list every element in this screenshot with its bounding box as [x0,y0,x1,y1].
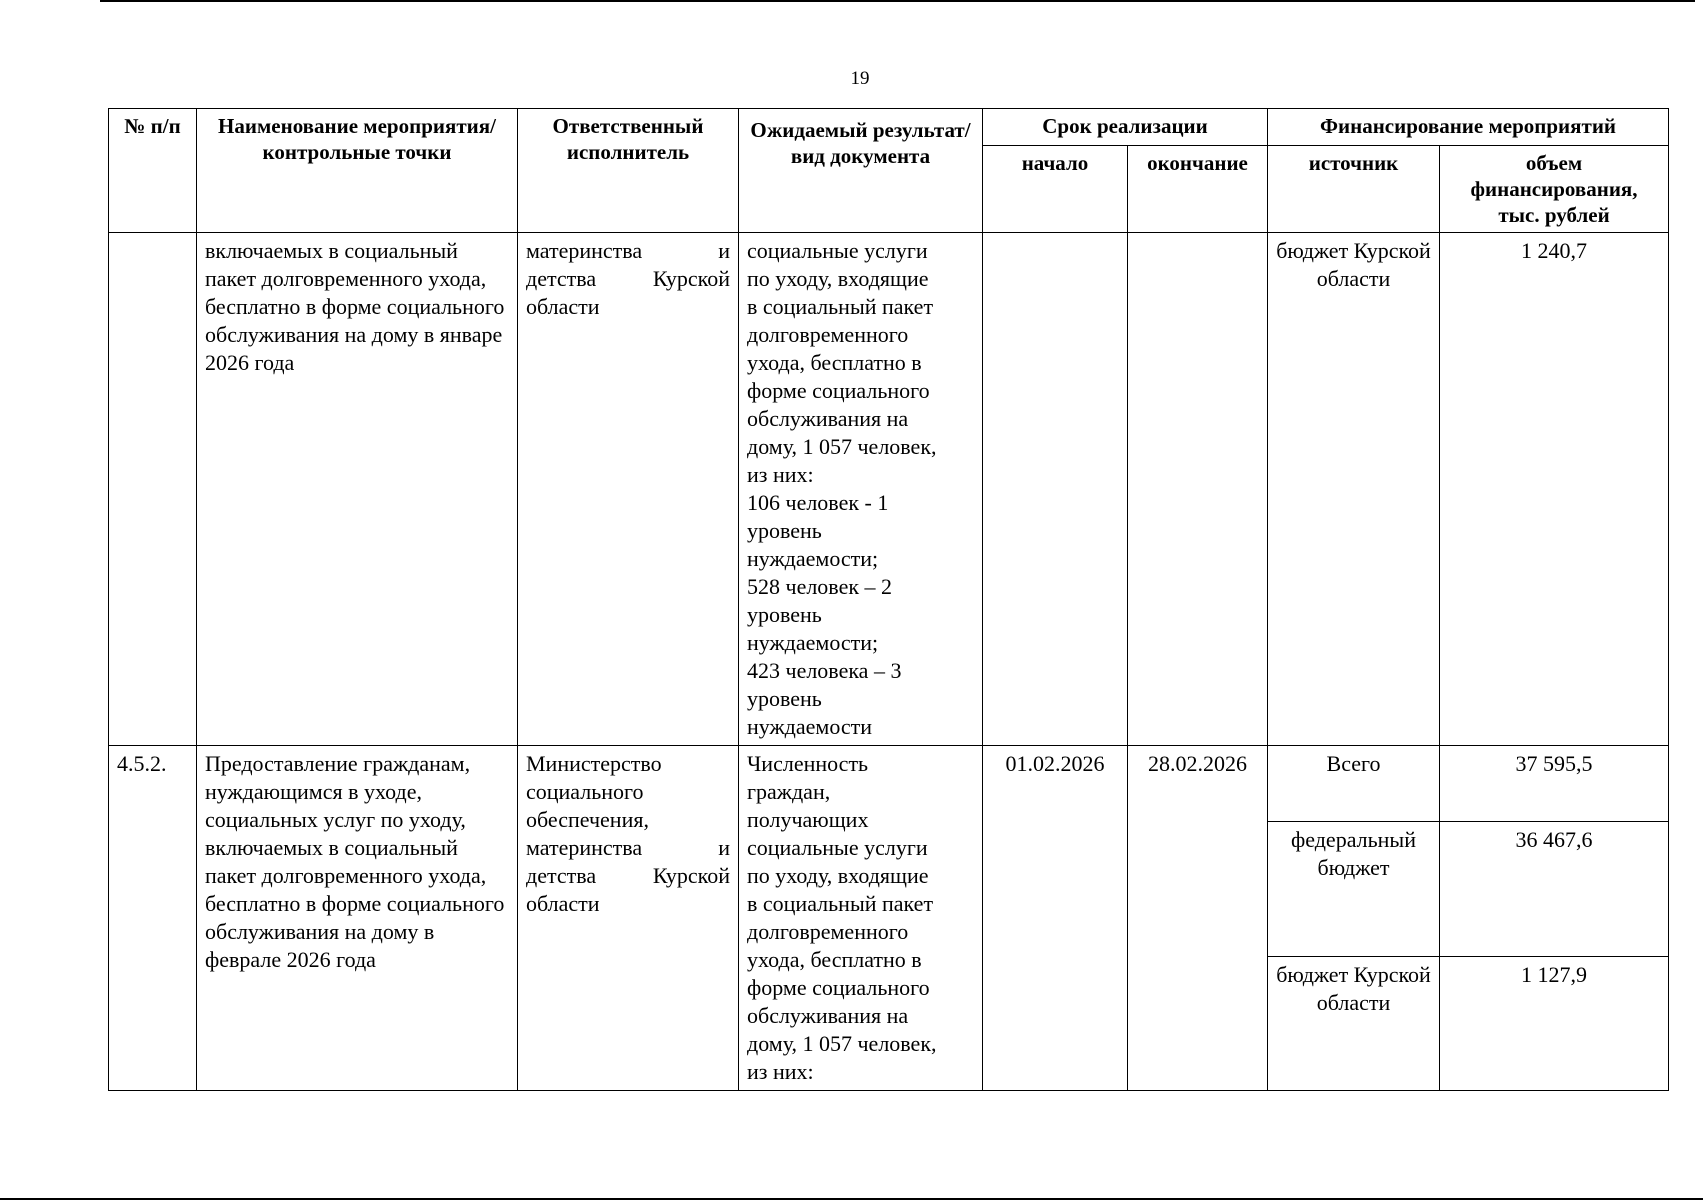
row1-result-line: уровень [747,602,822,627]
row2-result-line: из них: [747,1059,814,1084]
header-row-1 [109,109,1669,146]
header-period: Срок реализации [983,109,1268,146]
row2-num: 4.5.2. [109,746,197,1091]
row1-result-line: нуждаемости [747,714,873,739]
header-end: окончание [1128,146,1268,233]
row1-source: бюджет Курской области [1268,233,1440,746]
row2-result-line: дому, 1 057 человек, [747,1031,937,1056]
header-source: источник [1268,146,1440,233]
table-row [109,233,1669,746]
row1-num [109,233,197,746]
row2-result-line: ухода, бесплатно в [747,947,922,972]
row2-source-regional: бюджет Курской области [1268,956,1440,1090]
header-name: Наименование мероприятия/контрольные точки [197,109,518,233]
row2-source-federal: федеральный бюджет [1268,822,1440,956]
row1-result-line: уровень [747,518,822,543]
row1-name: включаемых в социальный пакет долговременного ухода, бесплатно в форме социального обслуживания на дому в январе 2026 года [197,233,518,746]
header-result: Ожидаемый результат/вид документа [739,109,983,233]
row1-result-line: форме социального [747,378,930,403]
row2-result [739,746,983,1091]
row1-result-line: ухода, бесплатно в [747,350,922,375]
row1-result-line: социальные услуги [747,238,928,263]
row2-start: 01.02.2026 [983,746,1128,1091]
row2-result-line: социальные услуги [747,835,928,860]
row2-name: Предоставление гражданам, нуждающимся в уходе, социальных услуг по уходу, включаемых в социальный пакет долговременного ухода, бесплатно в форме социального обслуживания на дому в феврале 2026 года [197,746,518,1091]
row2-volume-regional: 1 127,9 [1440,956,1669,1090]
row2-result-line: по уходу, входящие [747,863,929,888]
row1-result-line: 106 человек - 1 [747,490,889,515]
row2-responsible: Министерство социального обеспечения, материнства и детства Курской области [518,746,739,1091]
row1-volume: 1 240,7 [1440,233,1669,746]
row2-result-line: Численность [747,751,869,776]
row1-result-line: долговременного [747,322,909,347]
header-financing: Финансирование мероприятий [1268,109,1669,146]
row2-volume-federal: 36 467,6 [1440,822,1669,956]
row1-result-line: обслуживания на [747,406,909,431]
row1-responsible: материнства и детства Курской области [518,233,739,746]
table-row [109,746,1669,822]
row1-result-line: по уходу, входящие [747,266,929,291]
row1-result-line: нуждаемости; [747,630,879,655]
header-volume: объем финансирования, тыс. рублей [1440,146,1669,233]
top-rule [100,0,1695,2]
row2-end: 28.02.2026 [1128,746,1268,1091]
row2-volume-total: 37 595,5 [1440,746,1669,822]
plan-table [108,108,1669,1091]
row2-result-line: граждан, [747,779,831,804]
row1-result-line: уровень [747,686,822,711]
row2-result-line: долговременного [747,919,909,944]
header-responsible: Ответственный исполнитель [518,109,739,233]
row1-result-line: 423 человека – 3 [747,658,902,683]
row1-result-line: нуждаемости; [747,546,879,571]
row2-result-line: получающих [747,807,869,832]
row2-result-line: форме социального [747,975,930,1000]
row1-end [1128,233,1268,746]
row1-result-line: дому, 1 057 человек, [747,434,937,459]
row1-result-line: из них: [747,462,814,487]
header-start: начало [983,146,1128,233]
header-num: № п/п [109,109,197,233]
row1-result-line: 528 человек – 2 [747,574,893,599]
row2-result-line: обслуживания на [747,1003,909,1028]
row1-result-line: в социальный пакет [747,294,934,319]
row1-result [739,233,983,746]
page-number: 19 [850,68,870,89]
row2-source-total: Всего [1268,746,1440,822]
row1-start [983,233,1128,746]
row2-result-line: в социальный пакет [747,891,934,916]
